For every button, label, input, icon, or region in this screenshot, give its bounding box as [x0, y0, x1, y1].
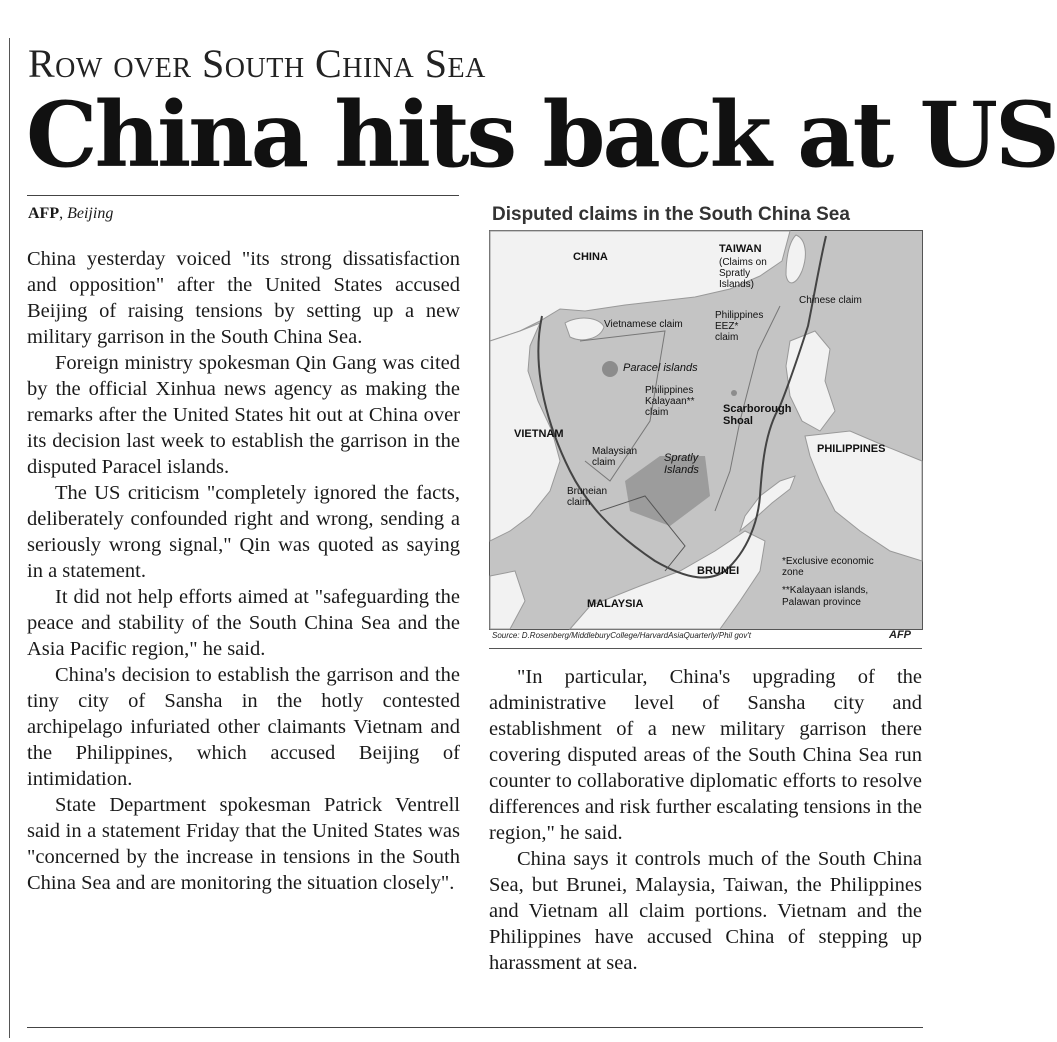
- paragraph: China's decision to establish the garrison and the tiny city of Sansha in the hotly contested archipelago infuriated other claimants Vietnam and the Philippines, which accused Beijing of intimidation.: [27, 664, 460, 790]
- bottom-rule: [27, 1027, 923, 1028]
- map-label-malaysia: MALAYSIA: [587, 598, 644, 610]
- map-label-scarborough-2: Shoal: [723, 415, 753, 427]
- byline-agency: AFP: [28, 205, 60, 222]
- map-label-philippines-eez-2: EEZ*: [715, 321, 739, 332]
- map-label-scarborough-1: Scarborough: [723, 403, 792, 415]
- map-label-taiwan: TAIWAN: [719, 243, 762, 255]
- scarborough-marker: [731, 390, 737, 396]
- byline: [28, 205, 113, 223]
- map-label-kalayaan-2: Kalayaan**: [645, 396, 695, 407]
- paracel-marker: [602, 361, 618, 377]
- map-label-taiwan-note-2: Spratly: [719, 268, 751, 279]
- map-label-taiwan-note-3: Islands): [719, 279, 755, 290]
- map-image: [489, 230, 923, 630]
- map-credit: AFP: [889, 629, 911, 641]
- paragraph: It did not help efforts aimed at "safeguarding the peace and stability of the South China Sea and the Asia Pacific region," he said.: [27, 586, 460, 660]
- headline-divider: [27, 195, 459, 196]
- map-label-china: CHINA: [573, 251, 608, 263]
- map-label-bruneian-claim-1: Bruneian: [567, 486, 608, 497]
- map-label-malaysian-claim-1: Malaysian: [592, 446, 638, 457]
- map-title: Disputed claims in the South China Sea: [492, 204, 850, 225]
- map-label-spratly-2: Islands: [664, 464, 699, 476]
- map-source: Source: D.Rosenberg/MiddleburyCollege/HarvardAsiaQuarterly/Phil gov't: [492, 631, 751, 640]
- byline-comma: ,: [59, 205, 68, 222]
- map-label-vietnamese-claim: Vietnamese claim: [604, 319, 683, 330]
- map-note-kalayaan-1: **Kalayaan islands,: [782, 585, 869, 596]
- paragraph: China yesterday voiced "its strong dissatisfaction and opposition" after the United States accused Beijing of raising tensions by setting up a new military garrison in the South China Sea.: [27, 248, 460, 348]
- kicker: Row over South China Sea: [28, 41, 486, 86]
- map-label-bruneian-claim-2: claim: [567, 497, 591, 508]
- map-label-brunei: BRUNEI: [697, 565, 740, 577]
- map-label-chinese-claim: Chinese claim: [799, 295, 862, 306]
- map-label-philippines-eez-1: Philippines: [715, 310, 764, 321]
- map-label-kalayaan-1: Philippines: [645, 385, 694, 396]
- map-label-philippines: PHILIPPINES: [817, 443, 886, 455]
- map-label-philippines-eez-3: claim: [715, 332, 739, 343]
- left-column-rule: [9, 38, 10, 1038]
- paragraph: "In particular, China's upgrading of the administrative level of Sansha city and establishment of a new military garrison there covering disputed areas of the South China Sea run counter to collaborative diplomatic efforts to resolve differences and risk further escalating tensions in the region," he said.: [489, 666, 922, 844]
- map-label-taiwan-note-1: (Claims on: [719, 257, 767, 268]
- map-label-spratly-1: Spratly: [664, 452, 699, 464]
- map-note-kalayaan-2: Palawan province: [782, 597, 861, 608]
- map-divider: [489, 648, 922, 649]
- map-note-eez-2: zone: [782, 567, 804, 578]
- map-label-vietnam: VIETNAM: [514, 428, 564, 440]
- paragraph: State Department spokesman Patrick Ventrell said in a statement Friday that the United States was "concerned by the increase in tensions in the South China Sea and are monitoring the situation closely".: [27, 794, 460, 894]
- map-label-malaysian-claim-2: claim: [592, 457, 616, 468]
- map-note-eez-1: *Exclusive economic: [782, 556, 874, 567]
- headline: China hits back at US: [26, 82, 1057, 188]
- byline-location: Beijing: [67, 205, 114, 222]
- article-column-2: [489, 664, 922, 976]
- paragraph: Foreign ministry spokesman Qin Gang was cited by the official Xinhua news agency as making the remarks after the United States hit out at China over its decision last week to establish the garrison in the disputed Paracel islands.: [27, 352, 460, 478]
- paragraph: The US criticism "completely ignored the facts, deliberately confounded right and wrong, sending a seriously wrong signal," Qin was quoted as saying in a statement.: [27, 482, 460, 582]
- paragraph: China says it controls much of the South China Sea, but Brunei, Malaysia, Taiwan, the Philippines and Vietnam all claim portions. Vietnam and the Philippines have accused China of stepping up harassment at sea.: [489, 848, 922, 974]
- map-label-paracel: Paracel islands: [623, 362, 698, 374]
- map-label-kalayaan-3: claim: [645, 407, 669, 418]
- article-column-1: [27, 246, 460, 896]
